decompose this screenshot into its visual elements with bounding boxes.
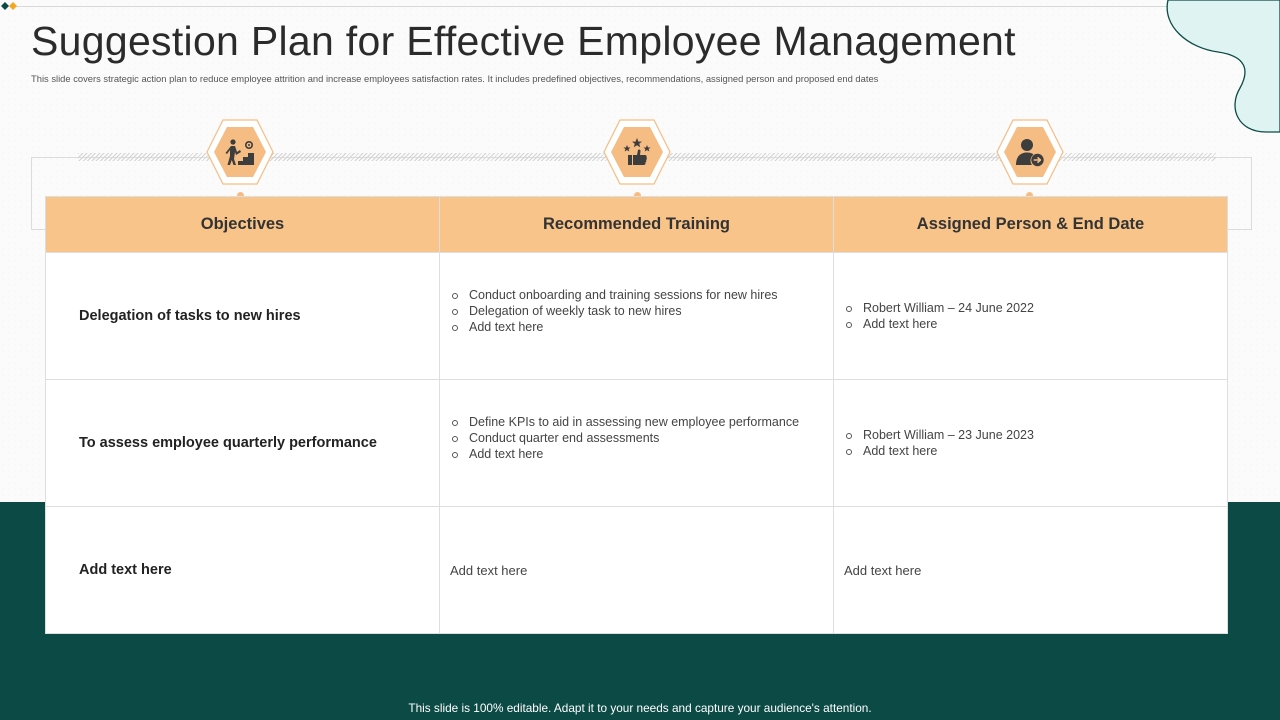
- header-recommended-training: Recommended Training: [440, 197, 834, 253]
- training-cell: [440, 253, 834, 380]
- corner-diamond-icon: [0, 0, 20, 12]
- objective-cell: To assess employee quarterly performance: [46, 380, 440, 507]
- list-item: Define KPIs to aid in assessing new employee performance: [450, 414, 823, 430]
- list-item: Delegation of weekly task to new hires: [450, 303, 823, 319]
- training-hexagon: [603, 118, 671, 186]
- list-item: Robert William – 24 June 2022: [844, 300, 1217, 316]
- list-item: Add text here: [450, 319, 823, 335]
- list-item: Add text here: [844, 443, 1217, 459]
- plan-table: [45, 196, 1228, 634]
- assigned-cell: Add text here: [834, 507, 1228, 634]
- career-steps-icon: [225, 137, 255, 167]
- training-cell: [440, 380, 834, 507]
- page-title: Suggestion Plan for Effective Employee Management: [31, 18, 1016, 64]
- assigned-cell: [834, 380, 1228, 507]
- table-header-row: [46, 197, 1228, 253]
- training-cell: Add text here: [440, 507, 834, 634]
- assigned-hexagon: [996, 118, 1064, 186]
- page-subtitle: This slide covers strategic action plan to reduce employee attrition and increase employees satisfaction rates. It includes predefined objectives, recommendations, assigned person and proposed end dates: [31, 73, 879, 84]
- header-assigned-person: Assigned Person & End Date: [834, 197, 1228, 253]
- top-divider: [12, 6, 1172, 7]
- objectives-hexagon: [206, 118, 274, 186]
- list-item: Add text here: [450, 446, 823, 462]
- table-row: [46, 507, 1228, 634]
- thumbs-up-stars-icon: [622, 137, 652, 167]
- table-row: [46, 380, 1228, 507]
- objective-cell: Add text here: [46, 507, 440, 634]
- list-item: Add text here: [844, 316, 1217, 332]
- list-item: Robert William – 23 June 2023: [844, 427, 1217, 443]
- decorative-blob: [1166, 0, 1280, 135]
- header-objectives: Objectives: [46, 197, 440, 253]
- assigned-cell: [834, 253, 1228, 380]
- list-item: Conduct onboarding and training sessions for new hires: [450, 287, 823, 303]
- user-arrow-icon: [1015, 137, 1045, 167]
- table-row: [46, 253, 1228, 380]
- objective-cell: Delegation of tasks to new hires: [46, 253, 440, 380]
- list-item: Conduct quarter end assessments: [450, 430, 823, 446]
- footer-note: This slide is 100% editable. Adapt it to your needs and capture your audience's attention.: [408, 701, 872, 715]
